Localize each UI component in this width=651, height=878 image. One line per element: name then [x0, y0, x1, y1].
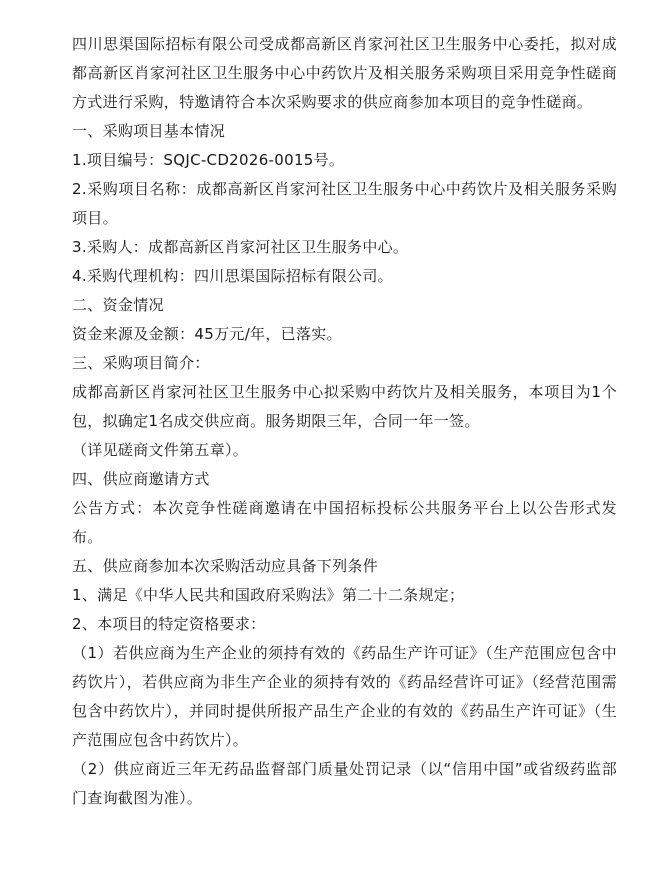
section4-heading: 四、供应商邀请方式	[72, 470, 210, 488]
section1-heading: 一、采购项目基本情况	[72, 122, 226, 140]
project-summary: 成都高新区肖家河社区卫生服务中心拟采购中药饮片及相关服务，本项目为1个包，拟确定1名成交供应商。服务期限三年，合同一年一签。	[72, 383, 617, 430]
invitation-method: 公告方式：本次竞争性磋商邀请在中国招标投标公共服务平台上以公告形式发布。	[72, 499, 617, 546]
funding-info: 资金来源及金额：45万元/年，已落实。	[72, 325, 342, 343]
purchaser: 3.采购人：成都高新区肖家河社区卫生服务中心。	[72, 238, 409, 256]
condition-2: 2、本项目的特定资格要求：	[72, 615, 266, 633]
condition-1: 1、满足《中华人民共和国政府采购法》第二十二条规定；	[72, 586, 465, 604]
agency: 4.采购代理机构：四川思渠国际招标有限公司。	[72, 267, 393, 285]
section2-heading: 二、资金情况	[72, 296, 164, 314]
intro-paragraph: 四川思渠国际招标有限公司受成都高新区肖家河社区卫生服务中心委托，拟对成都高新区肖家河社区卫生服务中心中药饮片及相关服务采购项目采用竞争性磋商方式进行采购，特邀请符合本次采购要求的供应商参加本项目的竞争性磋商。	[72, 35, 617, 111]
project-name: 2.采购项目名称：成都高新区肖家河社区卫生服务中心中药饮片及相关服务采购项目。	[72, 180, 617, 227]
section3-heading: 三、采购项目简介：	[72, 354, 210, 372]
document-page	[72, 30, 617, 813]
requirement-1: （1）若供应商为生产企业的须持有效的《药品生产许可证》（生产范围应包含中药饮片），若供应商为非生产企业的须持有效的《药品经营许可证》（经营范围需包含中药饮片），并同时提供所报产品生产企业的有效的《药品生产许可证》（生产范围应包含中药饮片）。	[72, 644, 617, 749]
section5-heading: 五、供应商参加本次采购活动应具备下列条件	[72, 557, 379, 575]
project-summary-note: （详见磋商文件第五章）。	[72, 441, 249, 459]
project-number: 1.项目编号：SQJC-CD2026-0015号。	[72, 151, 345, 169]
requirement-2: （2）供应商近三年无药品监督部门质量处罚记录（以“信用中国”或省级药监部门查询截图为准）。	[72, 760, 617, 807]
